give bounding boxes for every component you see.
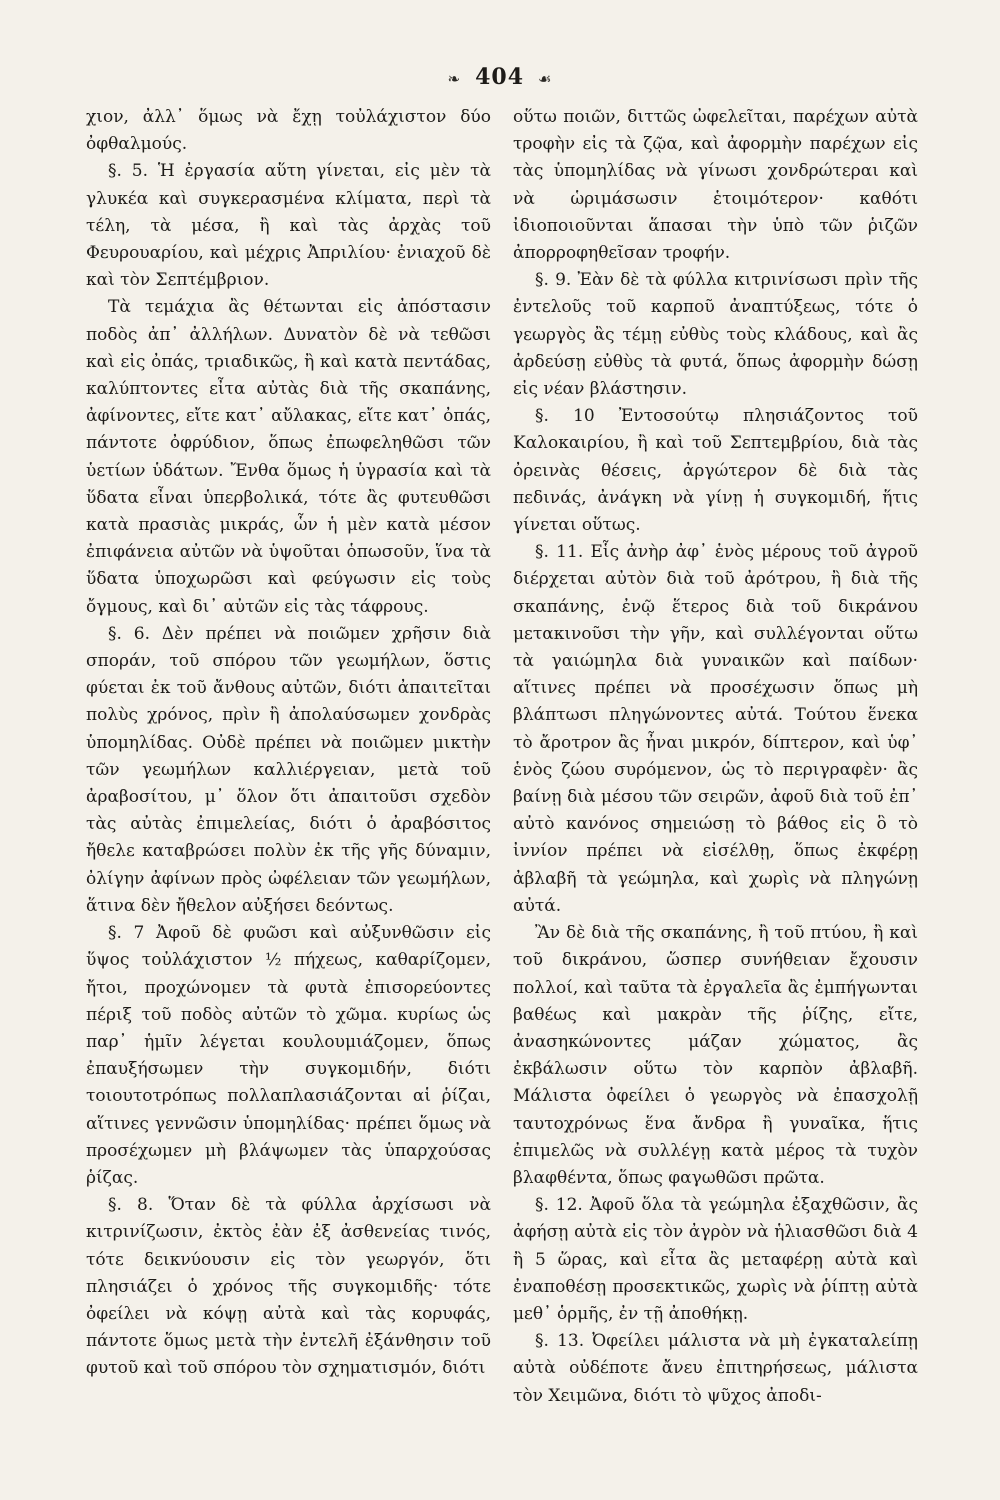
paragraph: §. 10 Ἐντοσούτῳ πλησιάζοντος τοῦ Καλοκαιρίου, ἢ καὶ τοῦ Σεπτεμβρίου, διὰ τὰς ὀρεινὰς θέσεις, ἀργώτερον δὲ διὰ τὰς πεδινάς, ἀνάγκη νὰ γίνῃ ἡ συγκομιδή, ἥτις γίνεται οὕτως. [513, 406, 918, 536]
page-header [0, 64, 1000, 90]
paragraph: §. 8. Ὅταν δὲ τὰ φύλλα ἀρχίσωσι νὰ κιτρινίζωσιν, ἐκτὸς ἐὰν ἐξ ἀσθενείας τινός, τότε δεικνύουσιν εἰς τὸν γεωργόν, ὅτι πλησιάζει ὁ χρόνος τῆς συγκομιδῆς· τότε ὀφείλει νὰ κόψῃ αὐτὰ καὶ τὰς κορυφάς, πάντοτε ὅμως μετὰ τὴν ἐντελῆ ἐξάνθησιν τοῦ φυτοῦ καὶ τοῦ σπόρου τὸν σχηματισμόν, διότι [86, 1195, 491, 1379]
paragraph: χιον, ἀλλ᾽ ὅμως νὰ ἔχῃ τοὐλάχιστον δύο ὀφθαλμούς. [86, 107, 491, 155]
paragraph: §. 6. Δὲν πρέπει νὰ ποιῶμεν χρῆσιν διὰ σποράν, τοῦ σπόρου τῶν γεωμήλων, ὅστις φύεται ἐκ τοῦ ἄνθους αὐτῶν, διότι ἀπαιτεῖται πολὺς χρόνος, πρὶν ἢ ἀπολαύσωμεν χονδρὰς ὑπομηλίδας. Οὐδὲ πρέπει νὰ ποιῶμεν μικτὴν τῶν γεωμήλων καλλιέργειαν, μετὰ τοῦ ἀραβοσίτου, μ᾽ ὅλον ὅτι ἀπαιτοῦσι σχεδὸν τὰς αὐτὰς ἐπιμελείας, διότι ὁ ἀραβόσιτος ἤθελε καταβρώσει πολὺν ἐκ τῆς γῆς δύναμιν, ὀλίγην ἀφίνων πρὸς ὠφέλειαν τῶν γεωμήλων, ἅτινα δὲν ἤθελον αὐξήσει δεόντως. [86, 623, 491, 916]
paragraph: οὕτω ποιῶν, διττῶς ὠφελεῖται, παρέχων αὐτὰ τροφὴν εἰς τὰ ζῷα, καὶ ἀφορμὴν παρέχων εἰς τὰς ὑπομηλίδας νὰ γίνωσι χονδρώτεραι καὶ νὰ ὡριμάσωσιν ἑτοιμότερον· καθότι ἰδιοποιοῦνται ἅπασαι τὴν ὑπὸ τῶν ῥιζῶν ἀπορροφηθεῖσαν τροφήν. [513, 107, 918, 264]
paragraph: Τὰ τεμάχια ἂς θέτωνται εἰς ἀπόστασιν ποδὸς ἀπ᾽ ἀλλήλων. Δυνατὸν δὲ νὰ τεθῶσι καὶ εἰς ὀπάς, τριαδικῶς, ἢ καὶ κατὰ πεντάδας, καλύπτοντες εἶτα αὐτὰς διὰ τῆς σκαπάνης, ἀφίνοντες, εἴτε κατ᾽ αὔλακας, εἴτε κατ᾽ ὀπάς, πάντοτε ὀφρύδιον, ὅπως ἐπωφεληθῶσι τῶν ὑετίων ὑδάτων. Ἔνθα ὅμως ἡ ὑγρασία καὶ τὰ ὕδατα εἶναι ὑπερβολικά, τότε ἂς φυτευθῶσι κατὰ πρασιὰς μικράς, ὧν ἡ μὲν κατὰ μέσον ἐπιφάνεια αὐτῶν νὰ ὑψοῦται ὁπωσοῦν, ἵνα τὰ ὕδατα ὑποχωρῶσι καὶ φεύγωσιν εἰς τοὺς ὄγμους, καὶ δι᾽ αὐτῶν εἰς τὰς τάφρους. [86, 297, 491, 617]
ornament-right-icon: ☙ [538, 70, 553, 88]
left-column [86, 104, 491, 1383]
paragraph: §. 11. Εἷς ἀνὴρ ἀφ᾽ ἑνὸς μέρους τοῦ ἀγροῦ διέρχεται αὐτὸν διὰ τοῦ ἀρότρου, ἢ διὰ τῆς σκαπάνης, ἐνῷ ἕτερος διὰ τοῦ δικράνου μετακινοῦσι τὴν γῆν, καὶ συλλέγονται οὕτω τὰ γαιώμηλα διὰ γυναικῶν καὶ παίδων· αἵτινες πρέπει νὰ προσέχωσιν ὅπως μὴ βλάπτωσι πληγώνοντες αὐτά. Τούτου ἕνεκα τὸ ἄροτρον ἂς ἦναι μικρόν, δίπτερον, καὶ ὑφ᾽ ἑνὸς ζώου συρόμενον, ὡς τὸ περιγραφὲν· ἂς βαίνῃ διὰ μέσου τῶν σειρῶν, ἀφοῦ διὰ τοῦ ἐπ᾽ αὐτὸ κανόνος σημειώσῃ τὸ βάθος εἰς ὃ τὸ ἰννίον πρέπει νὰ εἰσέλθῃ, ὅπως ἐκφέρῃ ἀβλαβῆ τὰ γεώμηλα, καὶ χωρὶς νὰ πληγώνῃ αὐτά. [513, 542, 918, 916]
page-number: 404 [475, 64, 525, 90]
ornament-left-icon: ❧ [447, 70, 462, 88]
paragraph: Ἂν δὲ διὰ τῆς σκαπάνης, ἢ τοῦ πτύου, ἢ καὶ τοῦ δικράνου, ὥσπερ συνήθειαν ἔχουσιν πολλοί, καὶ ταῦτα τὰ ἐργαλεῖα ἂς ἐμπήγωνται βαθέως καὶ μακρὰν τῆς ῥίζης, εἴτε, ἀνασηκώνοντες μάζαν χώματος, ἂς ἐκβάλωσιν οὕτω τὸν καρπὸν ἀβλαβῆ. Μάλιστα ὀφείλει ὁ γεωργὸς νὰ ἐπασχολῇ ταυτοχρόνως ἕνα ἄνδρα ἢ γυναῖκα, ἥτις ἐπιμελῶς νὰ συλλέγῃ κατὰ μέρος τὰ τυχὸν βλαφθέντα, ὅπως φαγωθῶσι πρῶτα. [513, 923, 918, 1188]
paragraph: §. 7 Ἀφοῦ δὲ φυῶσι καὶ αὐξυνθῶσιν εἰς ὕψος τοὐλάχιστον ½ πήχεως, καθαρίζομεν, ἤτοι, προχώνομεν τὰ φυτὰ ἐπισορεύοντες πέριξ τοῦ ποδὸς αὐτῶν τὸ χῶμα. κυρίως ὡς παρ᾽ ἡμῖν λέγεται κουλουμιάζομεν, ὅπως ἐπαυξήσωμεν τὴν συγκομιδήν, διότι τοιουτοτρόπως πολλαπλασιάζονται αἱ ῥίζαι, αἵτινες γεννῶσιν ὑπομηλίδας· πρέπει ὅμως νὰ προσέχωμεν μὴ βλάψωμεν τὰς ὑπαρχούσας ῥίζας. [86, 923, 491, 1188]
paragraph: §. 5. Ἡ ἐργασία αὕτη γίνεται, εἰς μὲν τὰ γλυκέα καὶ συγκερασμένα κλίματα, περὶ τὰ τέλη, τὰ μέσα, ἢ καὶ τὰς ἀρχὰς τοῦ Φευρουαρίου, καὶ μέχρις Ἀπριλίου· ἐνιαχοῦ δὲ καὶ τὸν Σεπτέμβριον. [86, 161, 491, 291]
right-column [513, 104, 918, 1410]
paragraph: §. 9. Ἐὰν δὲ τὰ φύλλα κιτρινίσωσι πρὶν τῆς ἐντελοῦς τοῦ καρποῦ ἀναπτύξεως, τότε ὁ γεωργὸς ἂς τέμῃ εὐθὺς τοὺς κλάδους, καὶ ἂς ἀρδεύσῃ εὐθὺς τὰ φυτά, ὅπως ἀφορμὴν δώσῃ εἰς νέαν βλάστησιν. [513, 270, 918, 400]
paragraph: §. 13. Ὀφείλει μάλιστα νὰ μὴ ἐγκαταλείπῃ αὐτὰ οὐδέποτε ἄνευ ἐπιτηρήσεως, μάλιστα τὸν Χειμῶνα, διότι τὸ ψῦχος ἀποδι- [513, 1331, 918, 1406]
paragraph: §. 12. Ἀφοῦ ὅλα τὰ γεώμηλα ἐξαχθῶσιν, ἂς ἀφήσῃ αὐτὰ εἰς τὸν ἀγρὸν νὰ ἡλιασθῶσι διὰ 4 ἢ 5 ὥρας, καὶ εἶτα ἂς μεταφέρῃ αὐτὰ καὶ ἐναποθέσῃ προσεκτικῶς, χωρὶς νὰ ῥίπτῃ αὐτὰ μεθ᾽ ὁρμῆς, ἐν τῇ ἀποθήκῃ. [513, 1195, 918, 1324]
